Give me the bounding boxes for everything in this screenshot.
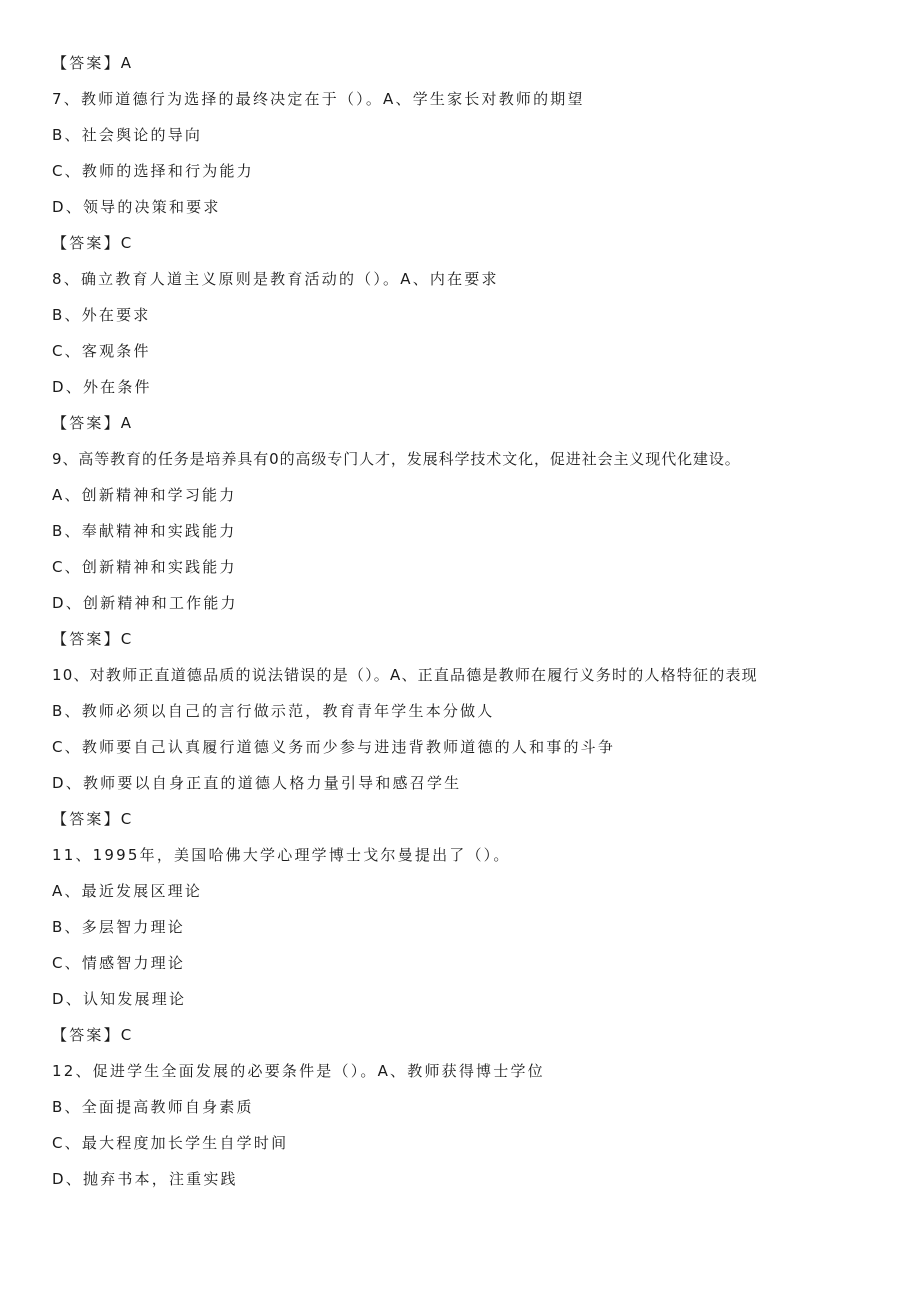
- answer-line: 【答案】C: [52, 1026, 134, 1044]
- option-a: A、创新精神和学习能力: [52, 486, 237, 504]
- question-10: 10、对教师正直道德品质的说法错误的是（）。A、正直品德是教师在履行义务时的人格特征的表现: [52, 666, 758, 684]
- option-a: A、最近发展区理论: [52, 882, 203, 900]
- option-d: D、外在条件: [52, 378, 152, 396]
- option-b: B、奉献精神和实践能力: [52, 522, 237, 540]
- option-d: D、认知发展理论: [52, 990, 187, 1008]
- option-d: D、创新精神和工作能力: [52, 594, 238, 612]
- option-b: B、全面提高教师自身素质: [52, 1098, 254, 1116]
- option-d: D、抛弃书本，注重实践: [52, 1170, 238, 1188]
- option-d: D、领导的决策和要求: [52, 198, 221, 216]
- question-7: 7、教师道德行为选择的最终决定在于（）。A、学生家长对教师的期望: [52, 90, 585, 108]
- answer-line: 【答案】A: [52, 54, 134, 72]
- option-c: C、客观条件: [52, 342, 151, 360]
- answer-line: 【答案】A: [52, 414, 134, 432]
- option-b: B、社会舆论的导向: [52, 126, 203, 144]
- option-c: C、情感智力理论: [52, 954, 186, 972]
- answer-line: 【答案】C: [52, 234, 134, 252]
- question-9: 9、高等教育的任务是培养具有0的高级专门人才，发展科学技术文化，促进社会主义现代化建设。: [52, 450, 741, 468]
- option-c: C、教师要自己认真履行道德义务而少参与进违背教师道德的人和事的斗争: [52, 738, 616, 756]
- option-b: B、多层智力理论: [52, 918, 185, 936]
- question-11: 11、1995年，美国哈佛大学心理学博士戈尔曼提出了（）。: [52, 846, 511, 864]
- option-b: B、教师必须以自己的言行做示范，教育青年学生本分做人: [52, 702, 495, 720]
- option-b: B、外在要求: [52, 306, 151, 324]
- option-d: D、教师要以自身正直的道德人格力量引导和感召学生: [52, 774, 462, 792]
- option-c: C、最大程度加长学生自学时间: [52, 1134, 289, 1152]
- answer-line: 【答案】C: [52, 630, 134, 648]
- answer-line: 【答案】C: [52, 810, 134, 828]
- option-c: C、教师的选择和行为能力: [52, 162, 254, 180]
- option-c: C、创新精神和实践能力: [52, 558, 237, 576]
- question-8: 8、确立教育人道主义原则是教育活动的（）。A、内在要求: [52, 270, 499, 288]
- question-12: 12、促进学生全面发展的必要条件是（）。A、教师获得博士学位: [52, 1062, 545, 1080]
